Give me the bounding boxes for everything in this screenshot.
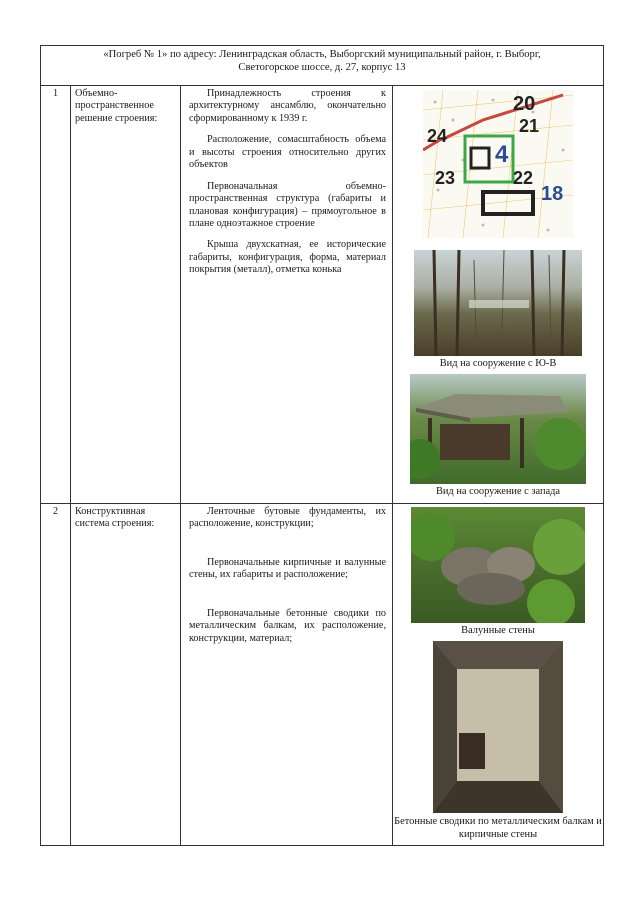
photo-caption: Вид на сооружение с Ю-В	[439, 358, 557, 369]
row-subject-text: Конструктивная система строения:	[75, 505, 155, 530]
table-row	[41, 86, 604, 504]
photo-caption: Валунные стены	[461, 624, 535, 636]
description-paragraph: Принадлежность строения к архитектурному ансамблю, окончательно сформированному к 1939 г.	[189, 88, 386, 124]
map-label: 23	[435, 168, 456, 188]
table-row	[41, 503, 604, 845]
map-label: 18	[541, 183, 564, 205]
protection-table	[40, 45, 604, 846]
row-description	[181, 86, 393, 504]
description-paragraph: Первоначальная объемно-пространственная структура (габариты и плановая конфигурация) – прямоугольное в плане одноэтажное строение	[189, 180, 386, 229]
photo-interior-vaults	[433, 641, 563, 813]
description-paragraph: Первоначальные бетонные сводики по металлическим балкам, их расположение, конструкции, материал;	[189, 607, 386, 644]
row-description	[181, 503, 393, 845]
photo-forest-view	[414, 250, 582, 356]
photo-caption: Бетонные сводики по металлическим балкам и кирпичные стены	[394, 816, 602, 840]
description-paragraph: Крыша двухскатная, ее исторические габариты, конфигурация, форма, материал покрытия (металл), отметка конька	[189, 239, 386, 276]
photo-shed-view	[410, 374, 586, 484]
photo-caption: Вид на сооружение с запада	[435, 486, 561, 498]
row-illustrations	[393, 86, 604, 504]
description-paragraph: Ленточные бутовые фундаменты, их расположение, конструкции;	[189, 505, 386, 530]
description-paragraph: Первоначальные кирпичные и валунные стены, их габариты и расположение;	[189, 556, 386, 581]
map-label: 24	[427, 126, 448, 146]
row-subject	[71, 86, 181, 504]
map-label: 21	[519, 116, 540, 136]
description-paragraph: Расположение, сомасштабность объема и высоты строения относительно других объектов	[189, 134, 386, 171]
map-label: 22	[513, 168, 534, 188]
header-row	[41, 46, 604, 86]
document-page	[40, 45, 603, 846]
row-number: 1	[41, 86, 71, 504]
object-title	[41, 46, 604, 86]
row-number: 2	[41, 503, 71, 845]
object-title-line2: Светогорское шоссе, д. 27, корпус 13	[238, 61, 406, 73]
map-label: 4	[495, 141, 509, 168]
site-plan-map	[423, 90, 573, 238]
map-label: 20	[513, 93, 536, 115]
row-illustrations	[393, 503, 604, 845]
photo-boulder-walls	[411, 507, 585, 623]
object-title-line1: «Погреб № 1» по адресу: Ленинградская область, Выборгский муниципальный район, г. Выборг,	[103, 49, 541, 60]
row-subject-text: Объемно-пространственное решение строения:	[75, 88, 158, 124]
row-subject	[71, 503, 181, 845]
